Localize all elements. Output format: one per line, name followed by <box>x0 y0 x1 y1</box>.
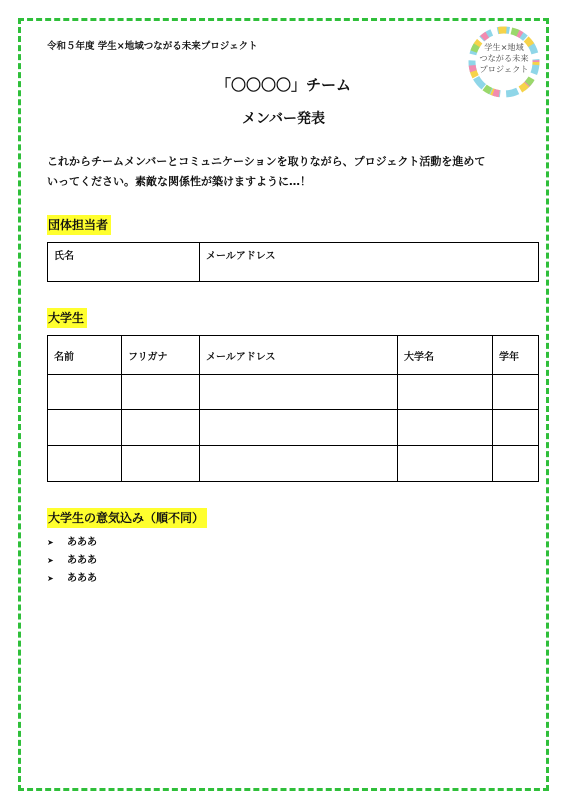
table-cell <box>122 375 200 410</box>
table-cell <box>122 446 200 482</box>
page-subtitle: メンバー発表 <box>241 111 326 127</box>
table-header-row <box>48 336 539 375</box>
staff-table <box>47 242 539 282</box>
arrowhead-bullet-icon: ➤ <box>47 556 54 565</box>
students-table <box>47 335 539 482</box>
intro-line: これからチームメンバーとコミュニケーションを取りながら、プロジェクト活動を進めて <box>47 155 486 168</box>
arrowhead-bullet-icon: ➤ <box>47 538 54 547</box>
table-cell <box>493 446 539 482</box>
table-cell <box>398 375 493 410</box>
table-cell <box>48 446 122 482</box>
column-header-name: 名前 <box>48 336 122 375</box>
students-section-heading: 大学生 <box>47 308 87 328</box>
list-item-text: あああ <box>67 537 97 548</box>
logo-line: プロジェクト <box>479 64 529 74</box>
table-cell <box>48 375 122 410</box>
list-item <box>47 534 97 552</box>
table-cell <box>398 410 493 446</box>
staff-name-cell: 氏名 <box>48 243 200 282</box>
list-item-text: あああ <box>67 555 97 566</box>
motivation-list <box>47 534 97 588</box>
logo-text <box>468 42 540 75</box>
table-cell <box>48 410 122 446</box>
column-header-university: 大学名 <box>398 336 493 375</box>
table-cell <box>200 375 398 410</box>
table-row <box>48 243 539 282</box>
logo-line: 学生×地域 <box>484 42 524 52</box>
table-cell <box>122 410 200 446</box>
column-header-grade: 学年 <box>493 336 539 375</box>
column-header-furigana: フリガナ <box>122 336 200 375</box>
list-item <box>47 570 97 588</box>
table-cell <box>493 375 539 410</box>
table-cell <box>200 446 398 482</box>
table-cell <box>200 410 398 446</box>
table-cell <box>398 446 493 482</box>
intro-line: いってください。素敵な関係性が築けますように…！ <box>47 175 311 188</box>
team-title: 「〇〇〇〇」チーム <box>215 76 351 94</box>
column-header-email: メールアドレス <box>200 336 398 375</box>
arrowhead-bullet-icon: ➤ <box>47 574 54 583</box>
logo-line: つながる未来 <box>479 53 529 63</box>
table-row <box>48 375 539 410</box>
intro-paragraph <box>47 152 527 192</box>
staff-email-cell: メールアドレス <box>200 243 539 282</box>
project-name-header: 令和５年度 学生×地域つながる未来プロジェクト <box>47 41 258 52</box>
list-item-text: あああ <box>67 573 97 584</box>
table-row <box>48 410 539 446</box>
list-item <box>47 552 97 570</box>
staff-section-heading: 団体担当者 <box>47 215 111 235</box>
table-cell <box>493 410 539 446</box>
motivation-section-heading: 大学生の意気込み（順不同） <box>47 508 207 528</box>
table-row <box>48 446 539 482</box>
